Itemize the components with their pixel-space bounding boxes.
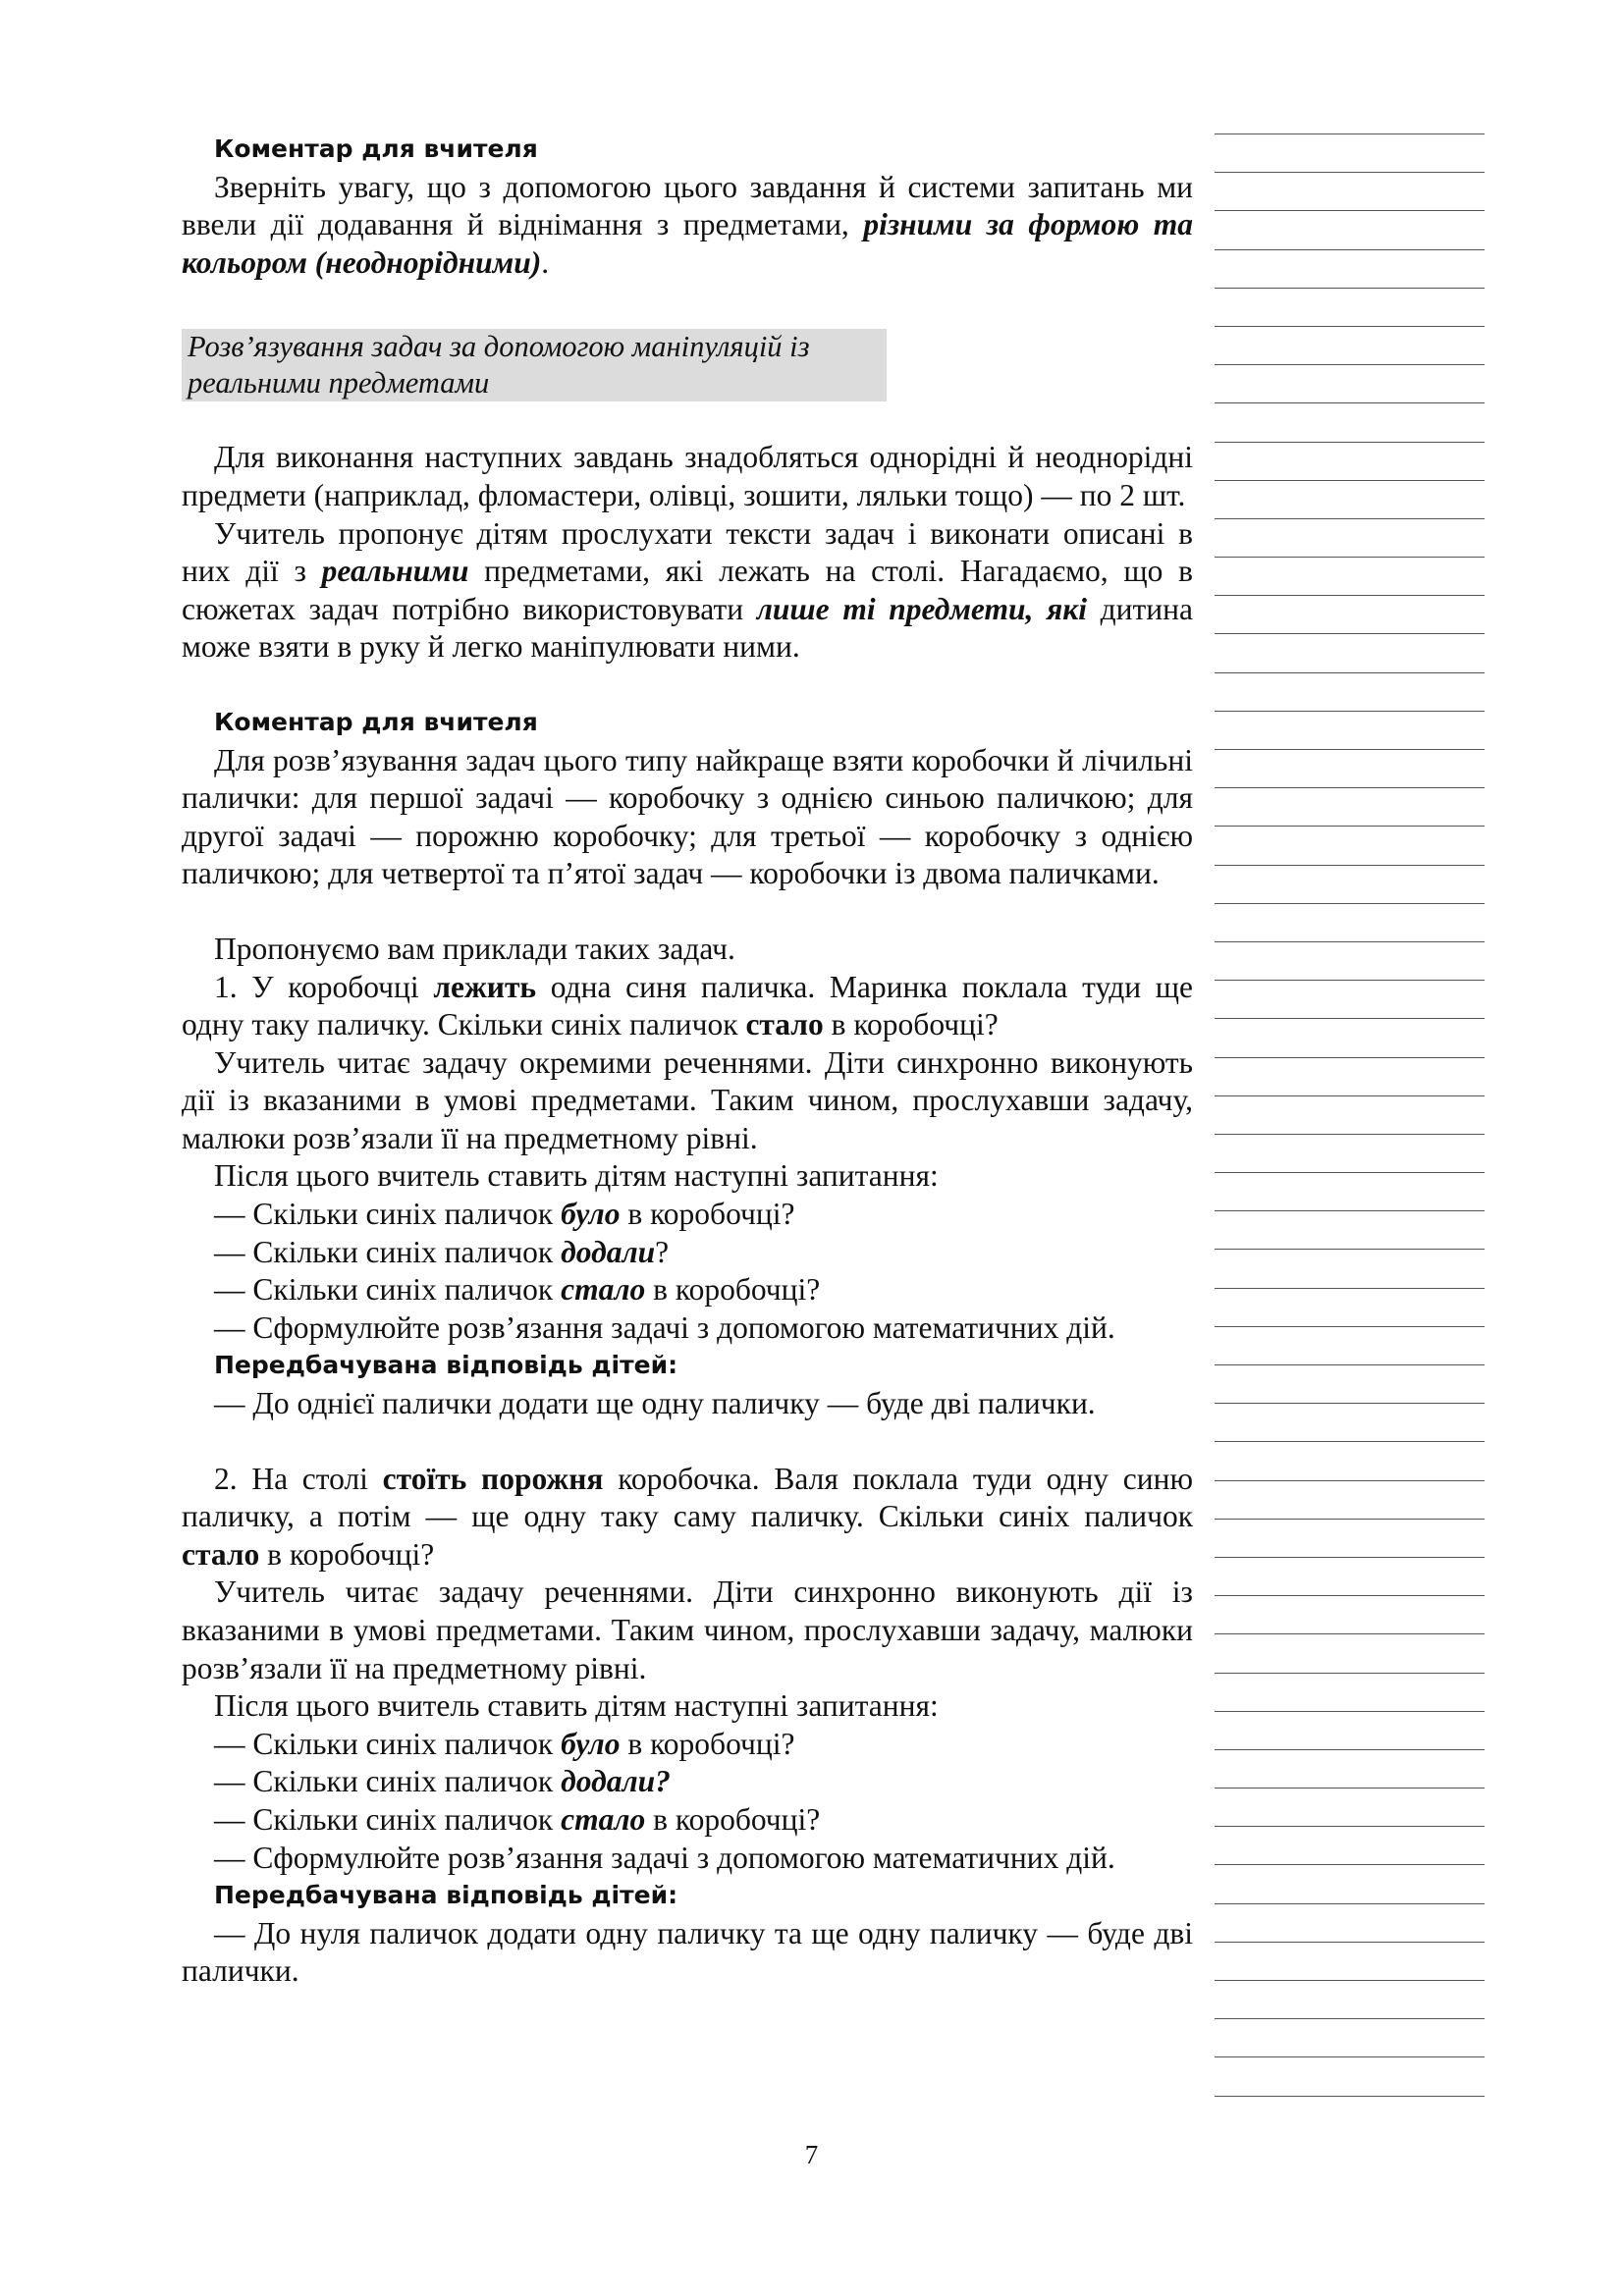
- paragraph-text: в коробочці?: [823, 1007, 999, 1042]
- note-line: [1215, 1249, 1485, 1250]
- emphasis-text: різними за формою та кольором (неоднорідними): [182, 207, 1193, 280]
- task-2-question: [182, 1726, 1193, 1764]
- note-line: [1215, 133, 1485, 134]
- note-line: [1215, 2018, 1485, 2019]
- task-2-statement: [182, 1461, 1193, 1575]
- note-line: [1215, 1364, 1485, 1365]
- paragraph-text: Зверніть увагу, що з допомогою цього завдання й системи запитань ми ввели дії додавання й віднімання з предметами,: [182, 169, 1193, 242]
- question-text: в коробочці?: [645, 1272, 821, 1308]
- note-line: [1215, 633, 1485, 634]
- note-line: [1215, 1788, 1485, 1789]
- note-line: [1215, 1134, 1485, 1135]
- question-text: — Скільки синіх паличок: [214, 1197, 562, 1232]
- paragraph-text: дитина може взяти в руку й легко маніпулювати ними.: [182, 591, 1193, 665]
- question-text: — Скільки синіх паличок: [214, 1801, 562, 1837]
- note-line: [1215, 1903, 1485, 1904]
- note-line: [1215, 941, 1485, 942]
- note-line: [1215, 826, 1485, 827]
- page-number: 7: [804, 2140, 819, 2169]
- task-1-explanation: Учитель читає задачу окремими реченнями. Діти синхронно виконують дії із вказаними в умові предметами. Таким чином, прослухавши задачу, малюки розв’язали її на предметному рівні.: [182, 1044, 1193, 1155]
- spacer: [182, 282, 1193, 319]
- note-line: [1215, 787, 1485, 788]
- examples-intro: Пропонуємо вам приклади таких задач.: [214, 931, 735, 966]
- note-line: [1215, 1980, 1485, 1981]
- teacher-comment-paragraph: Для розв’язування задач цього типу найкраще взяти коробочки й лічильні палички: для першої задачі — коробочку з однією синьою паличкою; для другої задачі — порожню коробочку; для третьої — коробочку з однією паличкою; для четвертої та п’ятої задач — коробочки із двома паличками.: [182, 742, 1193, 891]
- task-2-question: [182, 1801, 1193, 1840]
- task-1-statement: [182, 969, 1193, 1044]
- note-line: [1215, 672, 1485, 673]
- note-line: [1215, 1095, 1485, 1096]
- emphasis-text: лише ті предмети, які: [756, 591, 1087, 626]
- main-text-column: [182, 131, 1193, 1991]
- note-line: [1215, 1711, 1485, 1712]
- note-line: [1215, 1057, 1485, 1058]
- task-1-question: [182, 1196, 1193, 1234]
- note-line: [1215, 1595, 1485, 1596]
- question-text: — Скільки синіх паличок: [214, 1234, 562, 1269]
- note-line: [1215, 326, 1485, 327]
- paragraph-text: 2. На столі: [214, 1461, 383, 1496]
- bold-text: стало: [182, 1536, 260, 1572]
- task-1-question: — Сформулюйте розв’язання задачі з допомогою математичних дій.: [214, 1309, 1115, 1345]
- question-text: — Скільки синіх паличок: [214, 1272, 562, 1308]
- note-line: [1215, 1749, 1485, 1750]
- spacer: [182, 667, 1193, 704]
- notes-ruled-lines: [1215, 133, 1485, 2134]
- paragraph-text: 1. У коробочці: [214, 969, 434, 1004]
- note-line: [1215, 442, 1485, 443]
- question-text: ?: [655, 1234, 670, 1269]
- note-line: [1215, 2096, 1485, 2097]
- task-2-answer-heading: Передбачувана відповідь дітей:: [214, 1881, 678, 1910]
- task-2-questions-intro: Після цього вчитель ставить дітям наступні запитання:: [214, 1688, 939, 1724]
- note-line: [1215, 480, 1485, 481]
- task-1-answer-heading: Передбачувана відповідь дітей:: [214, 1351, 678, 1380]
- emphasis-text: додали?: [561, 1764, 671, 1799]
- question-text: в коробочці?: [620, 1726, 795, 1761]
- emphasis-text: реальними: [321, 554, 469, 589]
- note-line: [1215, 711, 1485, 712]
- note-line: [1215, 210, 1485, 211]
- task-1-question: [182, 1234, 1193, 1272]
- question-text: — Скільки синіх паличок: [214, 1726, 562, 1761]
- note-line: [1215, 1403, 1485, 1404]
- task-1-questions-intro: Після цього вчитель ставить дітям наступні запитання:: [214, 1158, 939, 1194]
- note-line: [1215, 1673, 1485, 1674]
- task-2-explanation: Учитель читає задачу реченнями. Діти синхронно виконують дії із вказаними в умові предметами. Таким чином, прослухавши задачу, малюки розв’язали її на предметному рівні.: [182, 1575, 1193, 1685]
- note-line: [1215, 1864, 1485, 1865]
- emphasis-text: додали: [561, 1234, 656, 1269]
- note-line: [1215, 2056, 1485, 2057]
- paragraph-text: коробочка. Валя поклала туди одну синю паличку, а потім — ще одну таку саму паличку. Скільки синіх паличок: [182, 1461, 1193, 1534]
- emphasis-text: стало: [561, 1801, 646, 1837]
- note-line: [1215, 1210, 1485, 1211]
- note-line: [1215, 749, 1485, 750]
- spacer: [182, 401, 1193, 439]
- bold-text: стоїть порожня: [382, 1461, 604, 1496]
- note-line: [1215, 595, 1485, 596]
- teacher-comment-heading: Коментар для вчителя: [214, 134, 538, 163]
- spacer: [182, 1423, 1193, 1461]
- paragraph-text: одна синя паличка. Маринка поклала туди ще одну таку паличку. Скільки синіх паличок: [182, 969, 1193, 1042]
- teacher-comment-heading: Коментар для вчителя: [214, 707, 538, 736]
- task-1-answer: — До однієї палички додати ще одну паличку — буде дві палички.: [214, 1386, 1096, 1421]
- emphasis-text: було: [561, 1726, 621, 1761]
- section-title-box: Розв’язування задач за допомогою маніпуляцій із реальними предметами: [182, 329, 887, 401]
- note-line: [1215, 557, 1485, 558]
- intro-paragraph: Для виконання наступних завдань знадобляться однорідні й неоднорідні предмети (наприклад, фломастери, олівці, зошити, ляльки тощо) — по 2 шт.: [182, 440, 1193, 512]
- note-line: [1215, 980, 1485, 981]
- paragraph-text: в коробочці?: [259, 1536, 435, 1572]
- task-2-question: — Сформулюйте розв’язання задачі з допомогою математичних дій.: [214, 1840, 1115, 1875]
- note-line: [1215, 1519, 1485, 1520]
- note-line: [1215, 1018, 1485, 1019]
- note-line: [1215, 1826, 1485, 1827]
- paragraph-text: предметами, які лежать на столі. Нагадаємо, що в сюжетах задач потрібно використовувати: [182, 554, 1193, 626]
- note-line: [1215, 1441, 1485, 1442]
- note-line: [1215, 364, 1485, 365]
- note-line: [1215, 518, 1485, 519]
- paragraph-text: Учитель пропонує дітям прослухати тексти задач і виконати описані в них дії з: [182, 515, 1193, 589]
- paragraph-text: .: [541, 244, 550, 280]
- task-1-question: [182, 1271, 1193, 1309]
- note-line: [1215, 1288, 1485, 1289]
- note-line: [1215, 1326, 1485, 1327]
- question-text: в коробочці?: [620, 1197, 795, 1232]
- note-line: [1215, 903, 1485, 904]
- question-text: в коробочці?: [645, 1801, 821, 1837]
- note-line: [1215, 1557, 1485, 1558]
- spacer: [182, 893, 1193, 931]
- question-text: — Скільки синіх паличок: [214, 1764, 562, 1799]
- note-line: [1215, 865, 1485, 866]
- note-line: [1215, 1942, 1485, 1943]
- note-line: [1215, 172, 1485, 173]
- emphasis-text: було: [561, 1197, 621, 1232]
- intro-paragraph: [182, 515, 1193, 667]
- note-line: [1215, 1633, 1485, 1634]
- note-line: [1215, 1172, 1485, 1173]
- note-line: [1215, 402, 1485, 403]
- task-2-question: [182, 1763, 1193, 1801]
- bold-text: лежить: [433, 969, 537, 1004]
- note-line: [1215, 1480, 1485, 1481]
- teacher-comment-paragraph: [182, 169, 1193, 283]
- note-line: [1215, 249, 1485, 250]
- note-line: [1215, 288, 1485, 289]
- emphasis-text: стало: [561, 1272, 646, 1308]
- task-2-answer: — До нуля паличок додати одну паличку та ще одну паличку — буде дві палички.: [182, 1915, 1193, 1989]
- bold-text: стало: [745, 1007, 824, 1042]
